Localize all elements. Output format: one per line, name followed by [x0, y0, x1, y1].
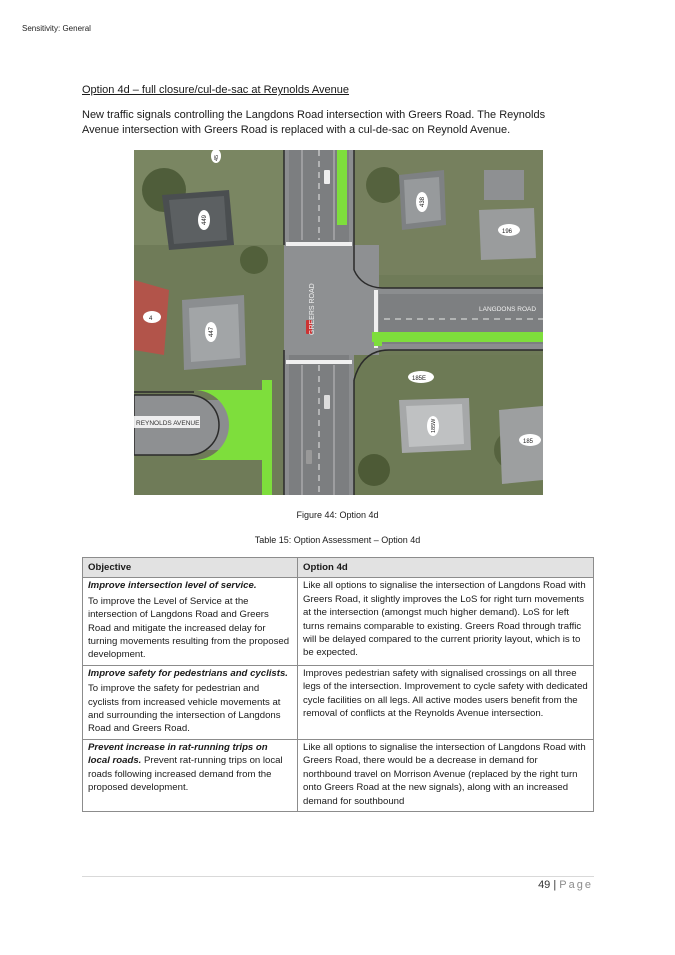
table-row [83, 665, 594, 739]
svg-text:449: 449 [202, 214, 208, 225]
lot-badge-185e [408, 371, 434, 383]
lot-badge-447 [205, 322, 217, 342]
svg-text:447: 447 [209, 326, 215, 337]
lot-badge-196 [498, 224, 520, 236]
objective-description: To improve the Level of Service at the intersection of Langdons Road and Greers Road and mitigate the increased delay for turning movements resulting from the proposed development. [88, 595, 290, 661]
objective-title: Improve intersection level of service. [88, 580, 257, 592]
objective-title: Prevent increase in rat-running trips on local roads. [88, 741, 268, 767]
intersection-aerial-figure [134, 150, 543, 495]
svg-text:4: 4 [149, 316, 153, 322]
objective-cell [83, 665, 298, 739]
lot-badge-449 [198, 210, 210, 230]
table-row [83, 578, 594, 665]
table-row [83, 739, 594, 811]
page-number-footer [538, 879, 593, 891]
sensitivity-label: Sensitivity: General [22, 24, 91, 33]
lot-badge-185 [519, 434, 541, 446]
table-header-row [83, 558, 594, 578]
column-header-objective: Objective [83, 558, 298, 578]
assessment-cell: Like all options to signalise the intersection of Langdons Road with Greers Road, there would be a decrease in demand for northbound travel on Morrison Avenue (replaced by the right turn onto Greers Road at the new signals), along with an increased demand for southbound [298, 739, 594, 811]
figure-caption: Figure 44: Option 4d [296, 510, 379, 520]
lot-badge-438 [416, 192, 428, 212]
svg-text:45: 45 [214, 154, 220, 161]
svg-text:438: 438 [420, 196, 426, 207]
option-assessment-table [82, 557, 594, 812]
label-greers-road: GREERS ROAD [309, 283, 316, 335]
lot-badge-185w [427, 416, 439, 436]
objective-cell [83, 578, 298, 665]
page-number: 49 [538, 879, 551, 891]
lot-badge-4 [143, 311, 161, 323]
svg-text:185E: 185E [412, 376, 427, 382]
house-185 [499, 406, 543, 484]
section-heading: Option 4d – full closure/cul-de-sac at Reynolds Avenue [82, 84, 350, 96]
label-reynolds-avenue: REYNOLDS AVENUE [136, 420, 200, 427]
page-word: Page [559, 879, 593, 891]
assessment-cell: Improves pedestrian safety with signalised crossings on all three legs of the intersection. Improvement to cycle safety with dedicated cycle facilities on all legs. All active modes users benefit from the removal of conflicts at the Reynolds Avenue intersection. [298, 665, 594, 739]
objective-description: Prevent rat-running trips on local roads following increased demand from the proposed development. [88, 755, 283, 794]
table-caption: Table 15: Option Assessment – Option 4d [254, 535, 421, 545]
objective-title: Improve safety for pedestrians and cyclists. [88, 667, 288, 679]
objective-description: To improve the safety for pedestrian and cyclists from increased vehicle movements at and surrounding the intersection of Langdons Road and Greers Road. [88, 683, 281, 735]
label-langdons-road: LANGDONS ROAD [479, 306, 537, 313]
page-separator: | [553, 879, 557, 891]
objective-cell [83, 739, 298, 811]
column-header-option: Option 4d [298, 558, 594, 578]
footer-divider [82, 876, 594, 877]
svg-text:196: 196 [502, 229, 513, 235]
svg-text:185W: 185W [431, 418, 437, 433]
intro-paragraph: New traffic signals controlling the Langdons Road intersection with Greers Road. The Reynolds Avenue intersection with Greers Road is replaced with a cul-de-sac on Reynold Avenue. [82, 109, 546, 136]
assessment-cell: Like all options to signalise the intersection of Langdons Road with Greers Road, it slightly improves the LoS for right turn movements at the intersection (amongst much higher demand). LoS for left turns remains comparable to existing. Greers Road through traffic will be delayed compared to the current priority layout, which is to be expected. [298, 578, 594, 665]
svg-text:185: 185 [523, 439, 534, 445]
